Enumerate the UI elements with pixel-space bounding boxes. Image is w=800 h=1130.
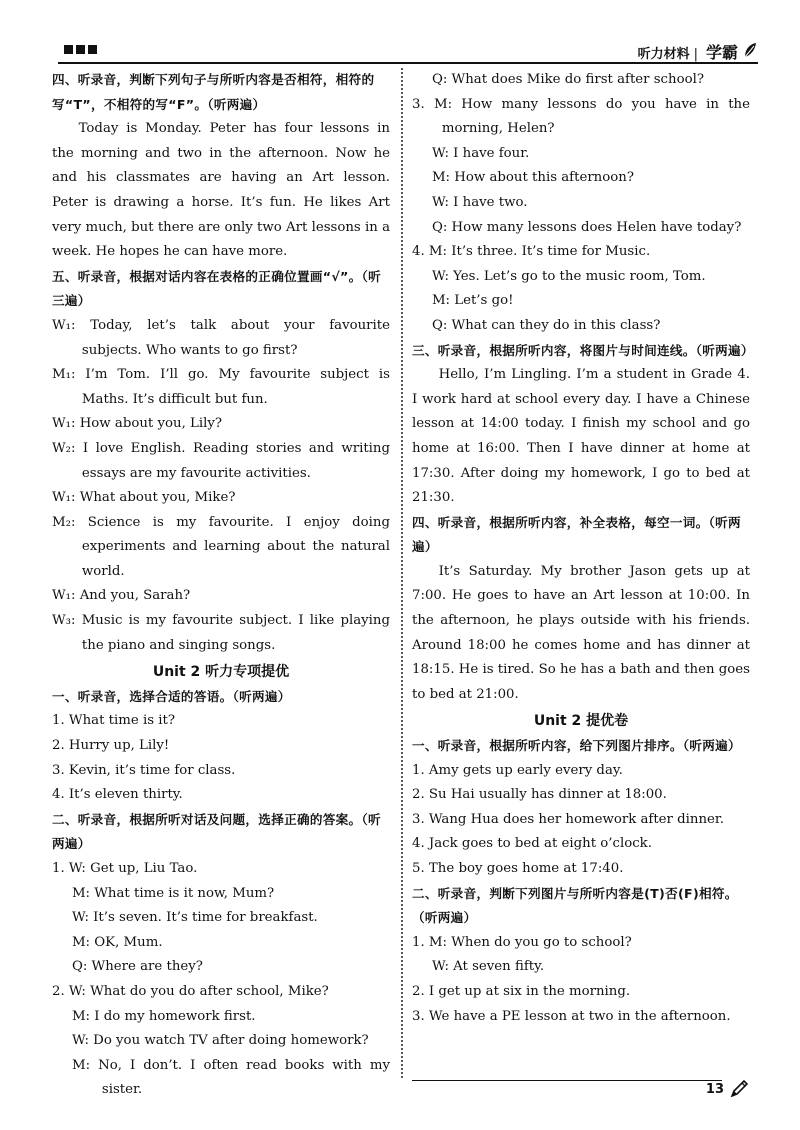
item-line: 2. Hurry up, Lily! [52,738,170,754]
dialogue-line: M₂: Science is my favourite. I enjoy doing experiments and learning about the natural world. [52,514,390,579]
passage: It’s Saturday. My brother Jason gets up at 7:00. He goes to have an Art lesson at 10:00. In the afternoon, he plays outside with his friends. Around 18:00 he comes home and has dinner at 18:15. He is tired. So he has a bath and then goes to bed at 21:00. [412,563,750,702]
item-line: 2. I get up at six in the morning. [412,983,631,999]
item-line: 4. Jack goes to bed at eight o’clock. [412,836,652,852]
page-number: 13 [705,1082,724,1097]
item-line: 1. What time is it? [52,713,175,729]
item-line: 1. W: Get up, Liu Tao. [52,861,198,876]
unit-title: Unit 2 提优卷 [533,713,629,730]
item-line: 2. W: What do you do after school, Mike? [52,983,329,999]
leaf-icon [742,41,758,59]
header-rule [58,62,758,64]
dialogue-line: Q: Where are they? [71,959,203,975]
dialogue-line: W: I have four. [431,145,530,161]
footer-rule [412,1080,722,1081]
item-line: 4. It’s eleven thirty. [52,787,183,803]
dialogue-line: W₃: Music is my favourite subject. I like playing the piano and singing songs. [52,613,390,653]
dialogue-line: W₁: How about you, Lily? [52,416,223,432]
header-label: 听力材料 [637,47,690,62]
passage: Today is Monday. Peter has four lessons in the morning and two in the afternoon. Now he and his classmates are having an Art lesson. Peter is drawing a horse. It’s fun. He likes Art very much, but there are only two Art lessons in a week. He hopes he can have more. [52,121,390,260]
dialogue-line: M: I do my homework first. [71,1008,256,1024]
dialogue-line: W₁: Today, let’s talk about your favourite subjects. Who wants to go first? [52,317,390,358]
item-line: 3. We have a PE lesson at two in the afternoon. [412,1008,731,1024]
item-line: 1. M: When do you go to school? [412,934,632,950]
section-heading: 一、听录音，根据所听内容，给下列图片排序。（听两遍） [412,738,741,754]
dialogue-line: M: OK, Mum. [71,934,163,950]
dialogue-line: W₁: What about you, Mike? [52,490,236,506]
dialogue-line: M: What time is it now, Mum? [71,885,275,901]
header-title [638,40,738,63]
dialogue-line: Q: How many lessons does Helen have today? [431,219,742,235]
item-line: 4. M: It’s three. It’s time for Music. [412,244,651,260]
page-header [58,40,758,62]
dialogue-line: M: Let’s go! [431,293,514,309]
passage: Hello, I’m Lingling. I’m a student in Grade 4. I work hard at school every day. I have a Chinese lesson at 14:00 today. I finish my school and go home at 16:00. Then I have dinner at home at 17:30. After doing my homework, I go to bed at 21:30. [412,367,750,506]
dialogue-line: 3. M: How many lessons do you have in the morning, Helen? [412,96,750,137]
section-heading: 二、听录音，根据所听对话及问题，选择正确的答案。（听两遍） [52,811,381,852]
dialogue-line: W: It’s seven. It’s time for breakfast. [71,910,318,926]
unit-title: Unit 2 听力专项提优 [152,664,290,681]
dialogue-line: W: Yes. Let’s go to the music room, Tom. [431,268,706,284]
section-heading: 三、听录音，根据所听内容，将图片与时间连线。（听两遍） [412,342,754,358]
header-brand: 学霸 [705,43,738,62]
item-line: 2. Su Hai usually has dinner at 18:00. [412,787,667,803]
pencil-icon [728,1078,750,1100]
dialogue-line: W: At seven fifty. [431,959,545,975]
item-line: 5. The boy goes home at 17:40. [412,861,624,876]
dialogue-line: Q: What does Mike do first after school? [431,72,704,87]
left-column [52,68,390,1103]
item-line: 3. Wang Hua does her homework after dinner. [412,811,725,827]
item-line: 3. Kevin, it’s time for class. [52,762,236,778]
section-heading: 五、听录音，根据对话内容在表格的正确位置画“√”。（听三遍） [52,268,382,309]
page-footer [412,1076,758,1104]
dialogue-line: W₁: And you, Sarah? [52,588,191,604]
column-divider [401,68,403,1078]
header-separator: | [693,47,698,62]
dialogue-line: W: I have two. [431,194,528,210]
dialogue-line: M: No, I don’t. I often read books with my sister. [71,1057,390,1098]
dialogue-line: W₂: I love English. Reading stories and writing essays are my favourite activities. [52,440,390,481]
dialogue-line: M: How about this afternoon? [431,170,634,186]
right-column [412,68,754,1029]
header-squares-decoration [64,45,97,54]
section-heading: 二、听录音，判断下列图片与所听内容是(T)否(F)相符。（听两遍） [412,885,738,926]
item-line: 1. Amy gets up early every day. [412,762,623,778]
section-heading: 四、听录音，判断下列句子与所听内容是否相符，相符的写“T”，不相符的写“F”。（听两遍） [52,72,375,112]
section-heading: 一、听录音，选择合适的答语。（听两遍） [52,688,291,704]
section-heading: 四、听录音，根据所听内容，补全表格，每空一词。（听两遍） [412,514,741,555]
dialogue-line: W: Do you watch TV after doing homework? [71,1033,369,1049]
dialogue-line: M₁: I’m Tom. I’ll go. My favourite subject is Maths. It’s difficult but fun. [52,367,390,407]
dialogue-line: Q: What can they do in this class? [431,317,661,333]
